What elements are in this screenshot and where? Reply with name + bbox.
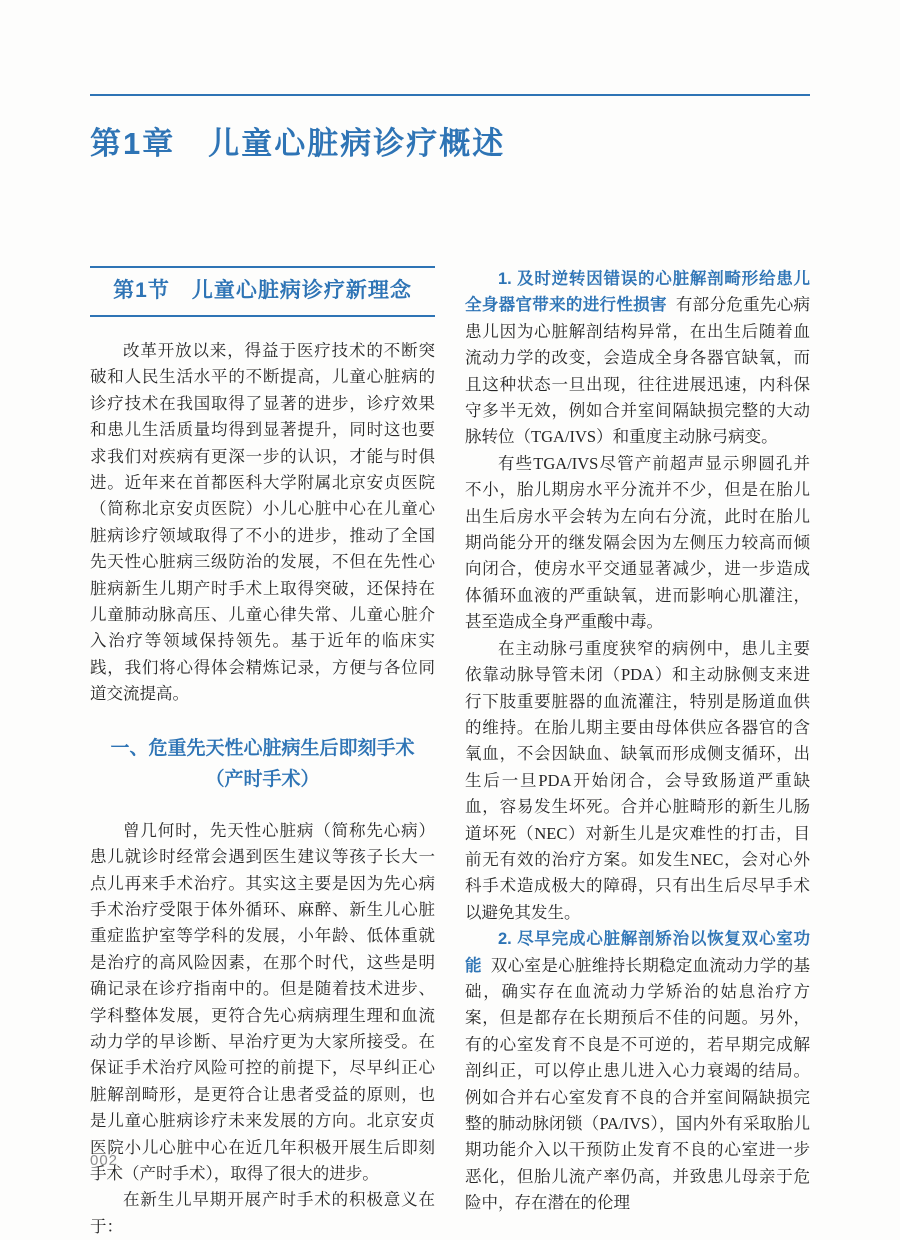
- intro-paragraph: 改革开放以来，得益于医疗技术的不断突破和人民生活水平的不断提高，儿童心脏病的诊疗技术在我国取得了显著的进步，诊疗效果和患儿生活质量均得到显著提升，同时这也要求我们对疾病有更深一步的认识，才能与时俱进。近年来在首都医科大学附属北京安贞医院（简称北京安贞医院）小儿心脏中心在儿童心脏病诊疗领域取得了不小的进步，推动了全国先天性心脏病三级防治的发展，不但在先性心脏病新生儿期产时手术上取得突破，还保持在儿童肺动脉高压、儿童心律失常、儿童心脏介入治疗等领域保持领先。基于近年的临床实践，我们将心得体会精炼记录，方便与各位同道交流提高。: [90, 341, 435, 704]
- lead-in-line: 在新生儿早期开展产时手术的积极意义在于：: [90, 1190, 435, 1236]
- subsection-title: 一、危重先天性心脏病生后即刻手术（产时手术）: [110, 737, 415, 790]
- header-rule: [90, 94, 810, 96]
- point-1-heading: 1. 及时逆转因错误的心脏解剖畸形给患儿全身器官带来的进行性损害: [465, 270, 810, 315]
- point-1-body: 有部分危重先心病患儿因为心脏解剖结构异常，在出生后随着血流动力学的改变，会造成全身各器官缺氧，而且这种状态一旦出现，往往进展迅速，内科保守多半无效，例如合并室间隔缺损完整的大动脉转位（TGA/IVS）和重度主动脉弓病变。: [465, 295, 810, 447]
- subsection-paragraph: 曾几何时，先天性心脏病（简称先心病）患儿就诊时经常会遇到医生建议等孩子长大一点儿再来手术治疗。其实这主要是因为先心病手术治疗受限于体外循环、麻醉、新生儿心脏重症监护室等学科的发展，小年龄、低体重就是治疗的高风险因素，在那个时代，这些是明确记录在诊疗指南中的。但是随着技术进步、学科整体发展，更符合先心病病理生理和血流动力学的早诊断、早治疗更为大家所接受。在保证手术治疗风险可控的前提下，尽早纠正心脏解剖畸形，是更符合让患者受益的原则，也是儿童心脏病诊疗未来发展的方向。北京安贞医院小儿心脏中心在近几年积极开展生后即刻手术（产时手术），取得了很大的进步。: [90, 820, 435, 1183]
- point-2-heading: 2. 尽早完成心脏解剖矫治以恢复双心室功能: [465, 930, 810, 975]
- point-2-paragraph: [465, 926, 810, 1216]
- point-1-paragraph: [465, 266, 810, 451]
- two-column-body: [90, 266, 810, 1240]
- section-title: 第1节 儿童心脏病诊疗新理念: [113, 279, 412, 302]
- right-paragraph-tga: 有些TGA/IVS尽管产前超声显示卵圆孔并不小，胎儿期房水平分流并不少，但是在胎儿出生后房水平会转为左向右分流，此时在胎儿期尚能分开的继发隔会因为左侧压力较高而倾向闭合，使房水平交通显著减少，进一步造成体循环血液的严重缺氧，进而影响心肌灌注，甚至造成全身严重酸中毒。: [465, 453, 810, 632]
- chapter-title: 第1章 儿童心脏病诊疗概述: [90, 126, 506, 161]
- point-2-body: 双心室是心脏维持长期稳定血流动力学的基础，确实存在血流动力学矫治的姑息治疗方案，但是都存在长期预后不佳的问题。另外，有的心室发育不良是不可逆的，若早期完成解剖纠正，可以停止患儿进入心力衰竭的结局。例如合并右心室发育不良的合并室间隔缺损完整的肺动脉闭锁（PA/IVS），国内外有采取胎儿期功能介入以干预防止发育不良的心室进一步恶化，但胎儿流产率仍高，并致患儿母亲于危险中，存在潜在的伦理: [465, 955, 810, 1213]
- section-title-box: [90, 266, 435, 317]
- page-number: 002: [90, 1152, 119, 1169]
- left-column: [90, 266, 435, 1240]
- right-paragraph-aortic-arch: 在主动脉弓重度狭窄的病例中，患儿主要依靠动脉导管未闭（PDA）和主动脉侧支来进行下肢重要脏器的血流灌注，特别是肠道血供的维持。在胎儿期主要由母体供应各器官的含氧血，不会因缺血、缺氧而形成侧支循环，出生后一旦PDA开始闭合，会导致肠道严重缺血，容易发生坏死。合并心脏畸形的新生儿肠道坏死（NEC）对新生儿是灾难性的打击，目前无有效的治疗方案。如发生NEC，会对心外科手术造成极大的障碍，只有出生后尽早手术以避免其发生。: [465, 638, 810, 922]
- right-column: [465, 266, 810, 1217]
